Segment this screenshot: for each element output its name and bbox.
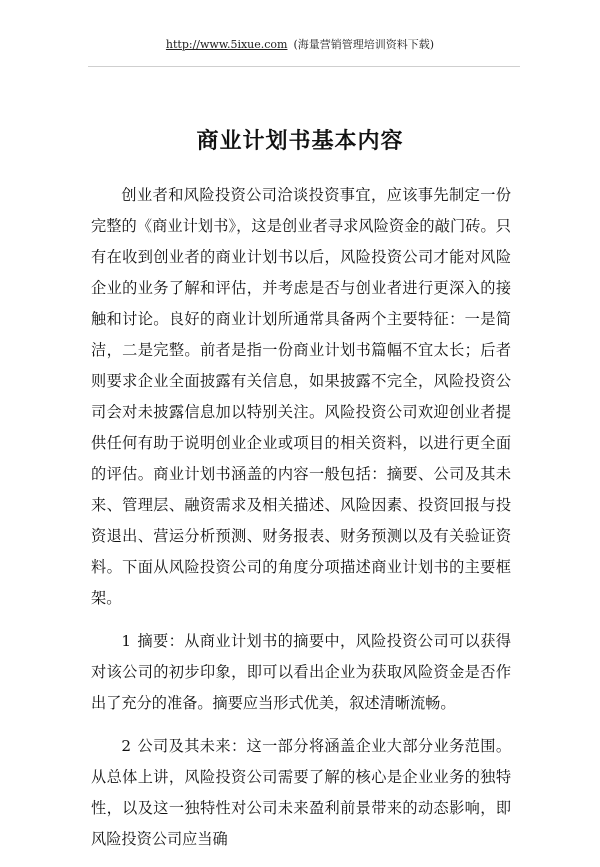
paragraph-number: 1 [121, 632, 132, 650]
paragraph-text: 创业者和风险投资公司洽谈投资事宜，应该事先制定一份完整的《商业计划书》，这是创业者寻求风险资金的敲门砖。只有在收到创业者的商业计划书以后，风险投资公司才能对风险企业的业务了解和评估，并考虑是否与创业者进行更深入的接触和讨论。良好的商业计划所通常具备两个主要特征：一是简洁，二是完整。前者是指一份商业计划书篇幅不宜太长；后者则要求企业全面披露有关信息，如果披露不完全，风险投资公司会对未披露信息加以特别关注。风险投资公司欢迎创业者提供任何有助于说明创业企业或项目的相关资料，以进行更全面的评估。商业计划书涵盖的内容一般包括：摘要、公司及其未来、管理层、融资需求及相关描述、风险因素、投资回报与投资退出、营运分析预测、财务报表、财务预测以及有关验证资料。下面从风险投资公司的角度分项描述商业计划书的主要框架。 [91, 186, 511, 607]
paragraph-number: 2 [121, 737, 132, 755]
page-header [0, 36, 600, 52]
document-body [91, 180, 511, 867]
paragraph-intro [91, 180, 511, 614]
document-title: 商业计划书基本内容 [196, 129, 404, 154]
paragraph-company-future [91, 731, 511, 855]
header-note: (海量营销管理培训资料下载) [293, 38, 435, 51]
header-url-link[interactable]: http://www.5ixue.com [165, 38, 288, 51]
header-divider [88, 66, 520, 67]
paragraph-text: 公司及其未来：这一部分将涵盖企业大部分业务范围。从总体上讲，风险投资公司需要了解的核心是企业业务的独特性，以及这一独特性对公司未来盈利前景带来的动态影响，即风险投资公司应当确 [91, 737, 511, 848]
paragraph-summary [91, 626, 511, 719]
paragraph-text: 摘要：从商业计划书的摘要中，风险投资公司可以获得对该公司的初步印象，即可以看出企业为获取风险资金是否作出了充分的准备。摘要应当形式优美，叙述清晰流畅。 [91, 632, 511, 712]
